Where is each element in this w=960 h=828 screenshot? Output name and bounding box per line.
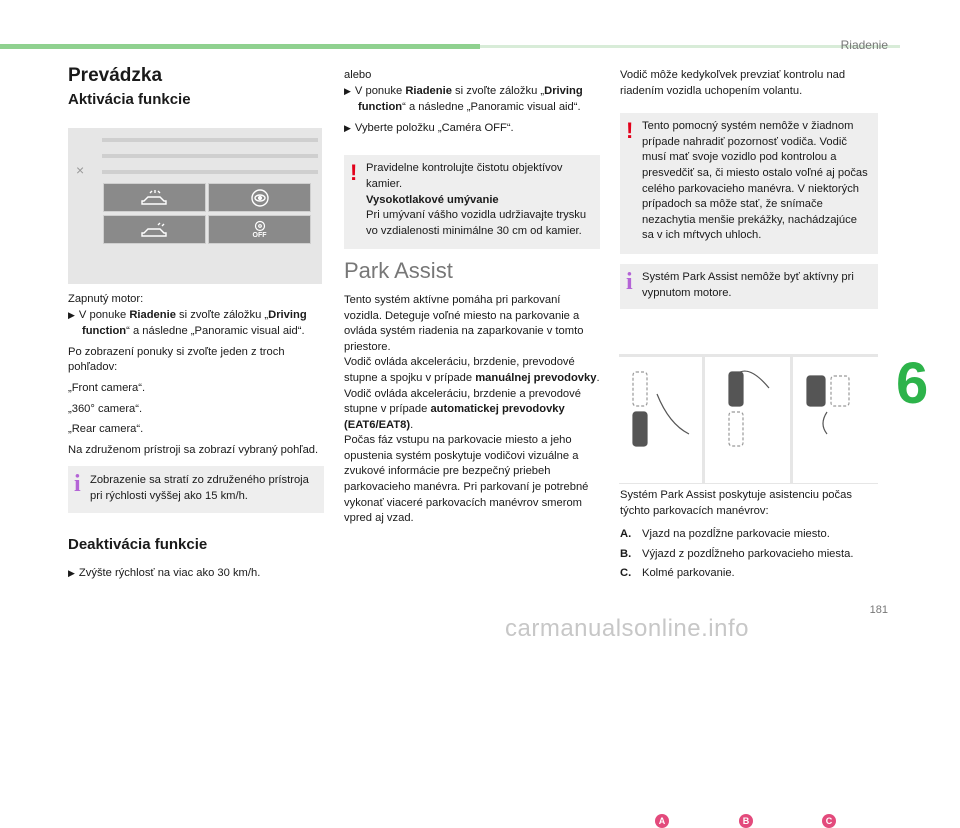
or-text: alebo bbox=[344, 69, 372, 81]
camera-eye-icon bbox=[249, 187, 271, 209]
rear-camera-tile bbox=[103, 215, 206, 244]
view-360: „360° camera“. bbox=[68, 402, 143, 415]
warning-icon: ! bbox=[350, 160, 358, 186]
park-assist-drawing bbox=[619, 354, 878, 484]
page-heading: Prevádzka bbox=[68, 65, 163, 86]
camera-car-rear-icon bbox=[140, 221, 170, 239]
warning-box-attention: ! Tento pomocný systém nemôže v žiadnom prípade nahradiť pozornosť vodiča. Vodič musí mať svoje vozidlo pod kontrolou a presvedčiť sa, či miesto ostalo voľné aj počas celého parkovacieho manévra. V niektorých prípadoch sa môže stať, že snímače nezachytia menšie prekážky, nachádzajúce sa v ich mŕtvych uhloch. bbox=[620, 113, 878, 254]
maneuver-item-b: B. Výjazd z pozdĺžneho parkovacieho miesta. bbox=[620, 547, 854, 560]
info-icon: i bbox=[74, 471, 81, 498]
label-c: C bbox=[822, 814, 836, 828]
manual-gearbox-text: Vodič ovláda akceleráciu, brzdenie, prevodové stupne a spojku v prípade manuálnej prevodovky. bbox=[344, 356, 600, 384]
middle-column bbox=[344, 68, 600, 527]
choose-view-text: Po zobrazení ponuky si zvoľte jeden z troch pohľadov: bbox=[68, 345, 285, 374]
info-box-engine-off: i Systém Park Assist nemôže byť aktívny pri vypnutom motore. bbox=[620, 264, 878, 309]
camera-off-icon bbox=[253, 220, 267, 232]
right-column-top bbox=[620, 68, 878, 309]
arrow-bullet-icon: ▶ bbox=[344, 86, 351, 97]
alt-step-2: ▶ Vyberte položku „Caméra OFF“. bbox=[344, 121, 514, 134]
arrow-bullet-icon: ▶ bbox=[68, 569, 75, 580]
takeover-text: Vodič môže kedykoľvek prevziať kontrolu nad riadením vozidla uchopením volantu. bbox=[620, 69, 846, 97]
chapter-number: 6 bbox=[896, 351, 929, 416]
maneuvers-intro: Systém Park Assist poskytuje asistenciu počas týchto parkovacích manévrov: bbox=[620, 489, 852, 517]
activation-step: ▶ V ponuke Riadenie si zvoľte záložku „Driving function“ a následne „Panoramic visual aid“. bbox=[68, 308, 307, 338]
section-title: Riadenie bbox=[840, 38, 888, 52]
park-assist-heading: Park Assist bbox=[344, 258, 453, 284]
deactivation-step: ▶ Zvýšte rýchlosť na viac ako 30 km/h. bbox=[68, 567, 261, 580]
label-b: B bbox=[739, 814, 753, 828]
camera-off-tile bbox=[208, 215, 311, 244]
view-front: „Front camera“. bbox=[68, 381, 146, 394]
left-column-top bbox=[68, 65, 324, 108]
arrow-bullet-icon: ▶ bbox=[68, 310, 75, 321]
activation-heading: Aktivácia funkcie bbox=[68, 90, 191, 108]
left-column-body bbox=[68, 292, 324, 588]
label-a: A bbox=[655, 814, 669, 828]
alt-step-1: ▶ V ponuke Riadenie si zvoľte záložku „Driving function“ a následne „Panoramic visual aid“. bbox=[344, 84, 583, 114]
camera-360-tile bbox=[208, 183, 311, 212]
deactivation-heading: Deaktivácia funkcie bbox=[68, 535, 208, 553]
front-camera-tile bbox=[103, 183, 206, 212]
warning-icon: ! bbox=[626, 118, 634, 144]
info-icon: i bbox=[626, 268, 633, 295]
park-assist-intro: Tento systém aktívne pomáha pri parkovaní vozidla. Deteguje voľné miesto na parkovanie a ovláda systém riadenia na zaparkovanie v tomto priestore. bbox=[344, 293, 584, 353]
off-label: OFF bbox=[252, 231, 267, 239]
warning-box-cleaning: ! Pravidelne kontrolujte čistotu objektívov kamier. Vysokotlakové umývanie Pri umývaní vášho vozidla udržiavajte trysku vo vzdialenosti minimálne 30 cm od kamier. bbox=[344, 155, 600, 249]
header-rule bbox=[480, 45, 900, 48]
info-box-speed: i Zobrazenie sa stratí zo združeného prístroja pri rýchlosti vyššej ako 15 km/h. bbox=[68, 466, 324, 512]
view-rear: „Rear camera“. bbox=[68, 423, 144, 436]
auto-gearbox-text: Vodič ovláda akceleráciu, brzdenie a prevodové stupne v prípade automatickej prevodovky (EAT6/EAT8). bbox=[344, 387, 581, 431]
camera-menu-figure bbox=[68, 128, 322, 284]
cluster-display-text: Na združenom prístroji sa zobrazí vybraný pohľad. bbox=[68, 443, 319, 456]
arrow-bullet-icon: ▶ bbox=[344, 123, 351, 134]
header-progress-bar bbox=[0, 44, 480, 49]
watermark: carmanualsonline.info bbox=[505, 615, 749, 642]
maneuver-item-a: A. Vjazd na pozdĺžne parkovacie miesto. bbox=[620, 528, 830, 541]
engine-on-text: Zapnutý motor: bbox=[68, 293, 144, 305]
right-column-bottom bbox=[620, 488, 878, 586]
maneuver-item-c: C. Kolmé parkovanie. bbox=[620, 567, 735, 580]
page-number: 181 bbox=[869, 604, 888, 616]
maneuver-phases-text: Počas fáz vstupu na parkovacie miesto a jeho opustenia systém poskytuje vodičovi vizuálne a zvukové informácie pre bezpečný priebeh parkovacieho manévra. Pri parkovaní je potrebné vykonať viaceré parkovacích manévrov smerom vpred aj vzad. bbox=[344, 434, 589, 525]
close-icon: × bbox=[76, 162, 85, 178]
camera-car-front-icon bbox=[140, 189, 170, 207]
